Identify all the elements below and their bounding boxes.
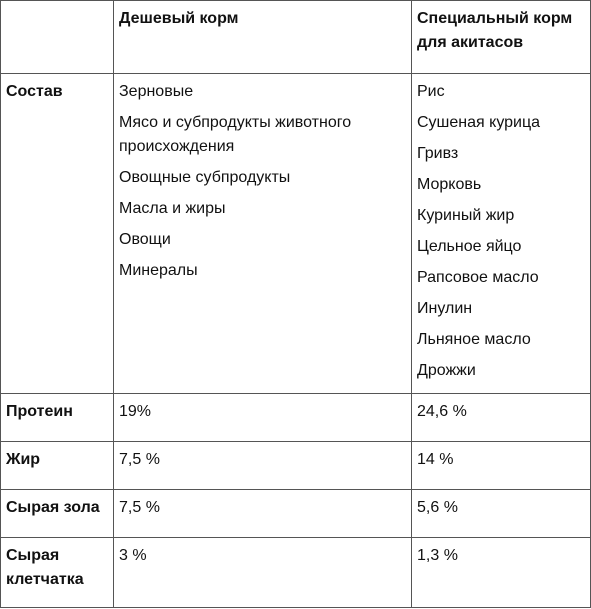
list-item: Масла и жиры	[119, 200, 226, 217]
special-value: 14 %	[412, 442, 591, 490]
list-item: Минералы	[119, 262, 198, 279]
list-item: Гривз	[417, 145, 459, 162]
list-item: Рис	[417, 83, 445, 100]
table-row-fat	[1, 442, 591, 490]
header-special-food: Специальный корм для акитасов	[412, 1, 591, 74]
cheap-value: 19%	[114, 394, 412, 442]
list-item: Льняное масло	[417, 331, 531, 348]
list-item: Инулин	[417, 300, 473, 317]
cheap-value: 7,5 %	[114, 490, 412, 538]
header-cheap-food: Дешевый корм	[114, 1, 412, 74]
list-item: Цельное яйцо	[417, 238, 522, 255]
header-empty-cell	[1, 1, 114, 74]
list-item: Дрожжи	[417, 362, 476, 379]
list-item: Овощные субпродукты	[119, 169, 291, 186]
list-item: Куриный жир	[417, 207, 515, 224]
table-row-protein	[1, 394, 591, 442]
row-label: Сырая клетчатка	[1, 538, 114, 608]
cheap-value: 7,5 %	[114, 442, 412, 490]
composition-row	[1, 74, 591, 394]
composition-special-cell	[412, 74, 591, 394]
row-label: Протеин	[1, 394, 114, 442]
table-row-ash	[1, 490, 591, 538]
list-item: Морковь	[417, 176, 482, 193]
list-item: Зерновые	[119, 83, 194, 100]
special-value: 1,3 %	[412, 538, 591, 608]
composition-label: Состав	[1, 74, 114, 394]
header-row	[1, 1, 591, 74]
row-label: Сырая зола	[1, 490, 114, 538]
list-item: Рапсовое масло	[417, 269, 539, 286]
list-item: Мясо и субпродукты животного происхождения	[119, 114, 352, 155]
list-item: Овощи	[119, 231, 171, 248]
cheap-value: 3 %	[114, 538, 412, 608]
row-label: Жир	[1, 442, 114, 490]
special-value: 5,6 %	[412, 490, 591, 538]
composition-cheap-cell	[114, 74, 412, 394]
special-value: 24,6 %	[412, 394, 591, 442]
table-row-fiber	[1, 538, 591, 608]
list-item: Сушеная курица	[417, 114, 541, 131]
